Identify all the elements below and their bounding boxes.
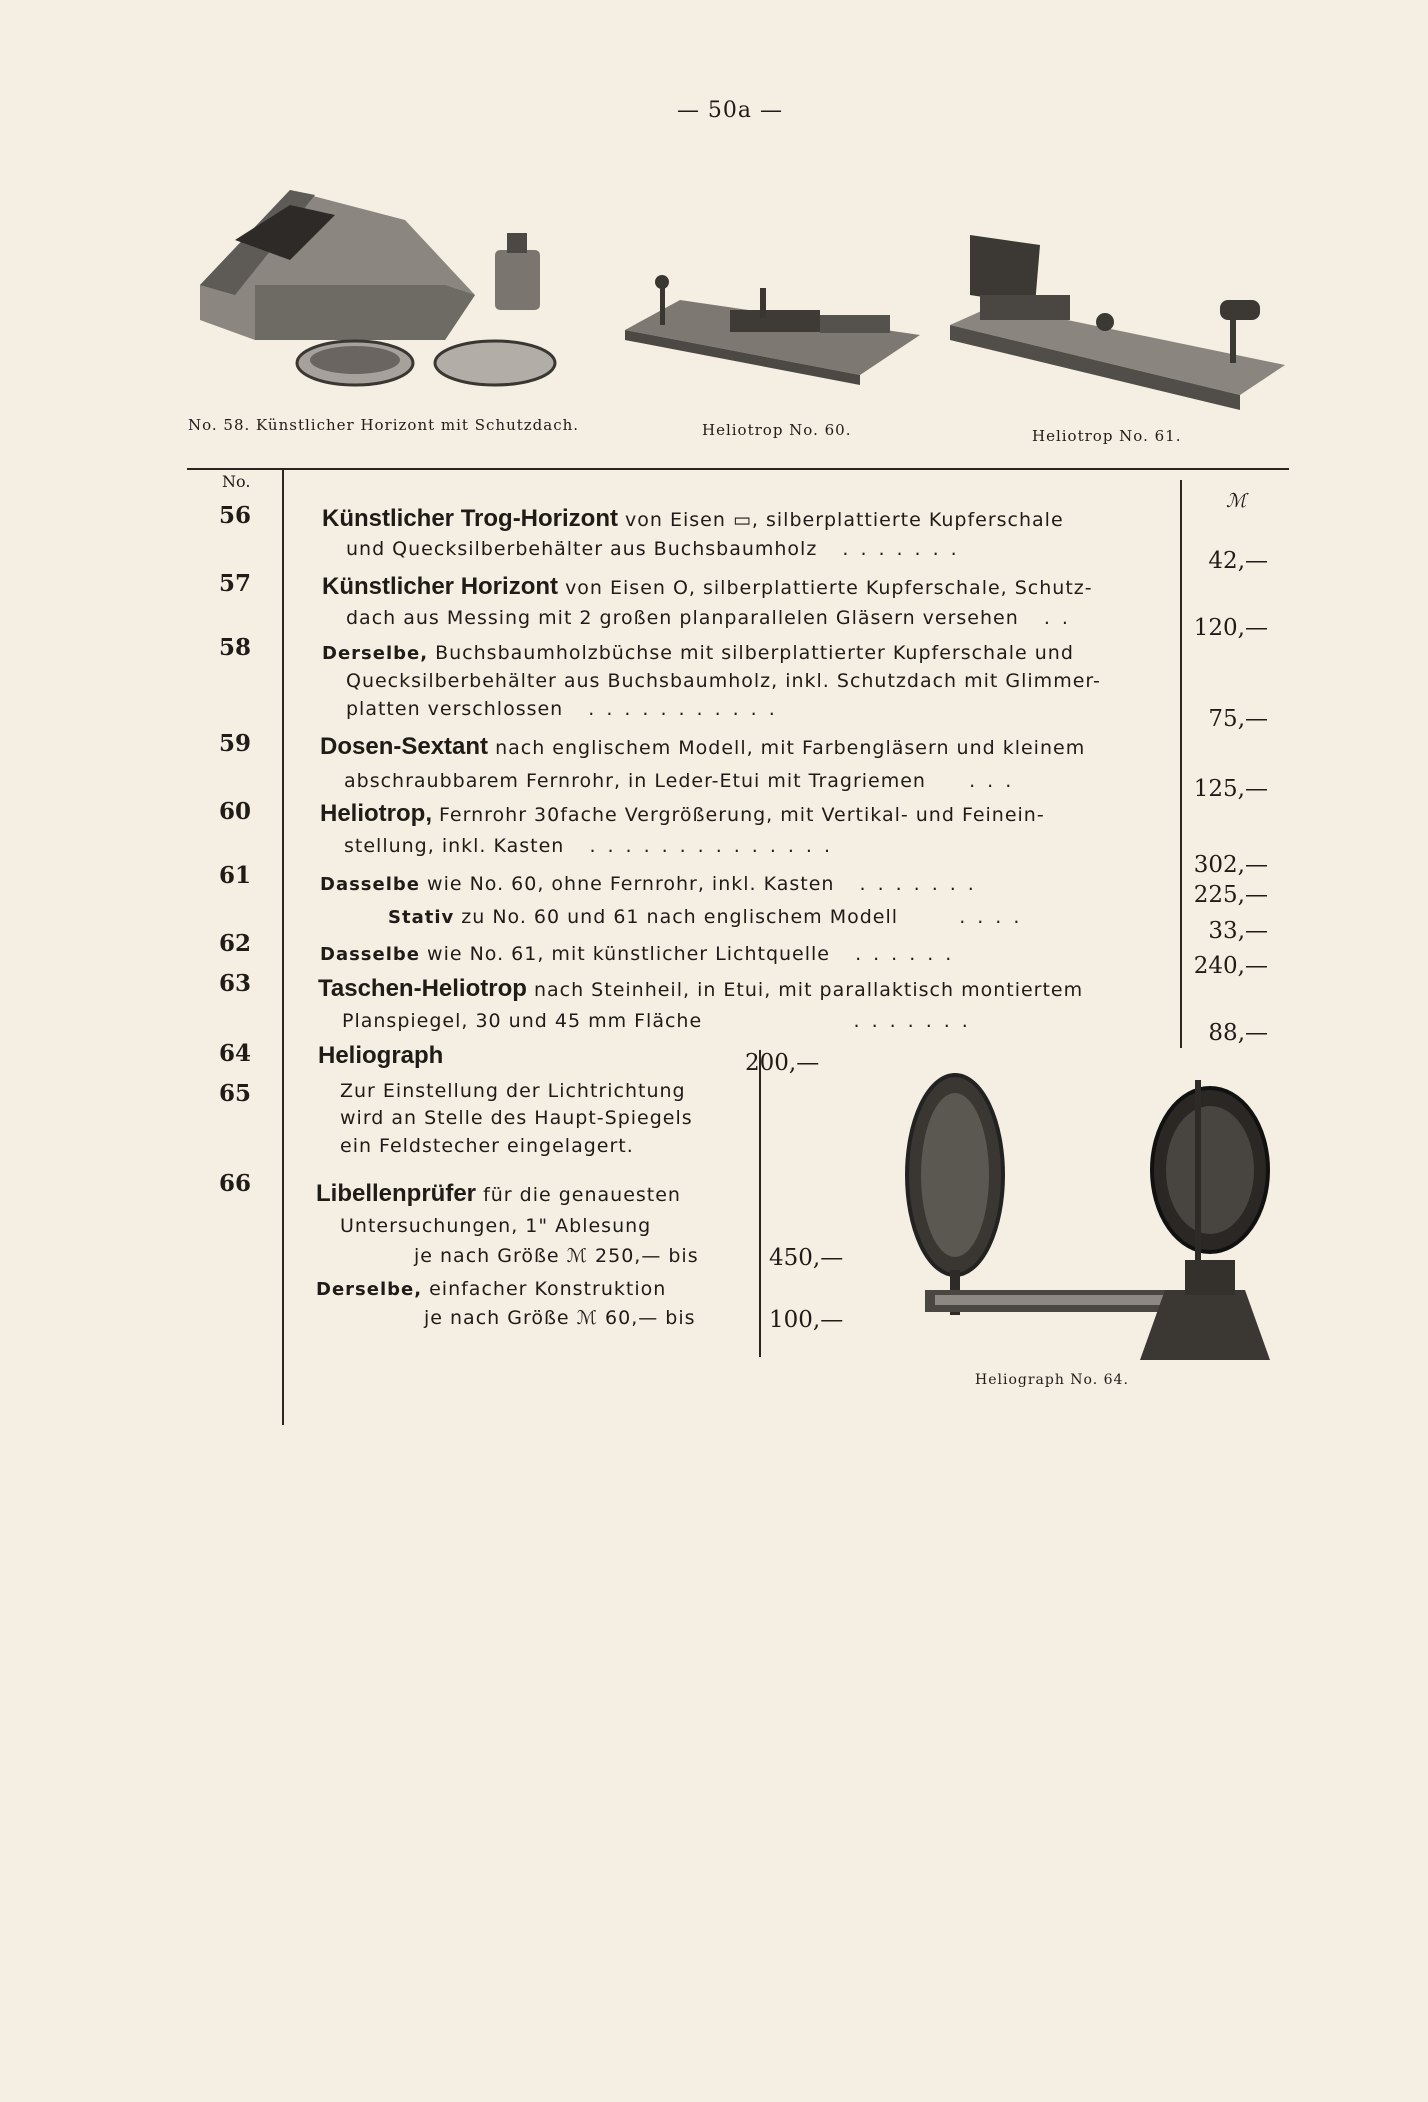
item-description: Planspiegel, 30 und 45 mm Fläche (342, 1010, 703, 1032)
item-description: von Eisen O, silberplattierte Kupferschale, Schutz- (565, 577, 1093, 599)
item-description: einfacher Konstruktion (429, 1278, 667, 1300)
item-title: Derselbe, (322, 643, 429, 664)
item-description: abschraubbarem Fernrohr, in Leder-Etui mit Tragriemen (344, 770, 926, 792)
heliograph-illustration (895, 1060, 1285, 1360)
item-59-line-1 (320, 733, 1085, 761)
item-price: 33,— (1208, 918, 1268, 944)
artificial-horizon-illustration (195, 185, 580, 400)
item-number: 64 (218, 1040, 251, 1067)
caption-heliotrop-60: Heliotrop No. 60. (702, 421, 852, 439)
item-number: 61 (218, 862, 251, 889)
heliotrop-61-illustration (950, 230, 1290, 410)
item-number: 59 (218, 730, 251, 757)
item-price: 120,— (1193, 615, 1268, 641)
caption-heliotrop-61: Heliotrop No. 61. (1032, 427, 1182, 445)
page-number: — 50a — (676, 98, 784, 123)
item-title: Künstlicher Trog-Horizont (322, 505, 618, 532)
item-66-line-3: je nach Größe ℳ 250,— bis (414, 1245, 699, 1267)
item-title: Derselbe, (316, 1279, 423, 1300)
item-63-line-2: Planspiegel, 30 und 45 mm Fläche ....... (342, 1010, 980, 1032)
item-66b-line-2: je nach Größe ℳ 60,— bis (424, 1307, 696, 1329)
item-58-line-3: platten verschlossen ........... (346, 698, 787, 720)
caption-heliograph-64: Heliograph No. 64. (975, 1372, 1129, 1388)
item-64-title: Heliograph (318, 1042, 444, 1069)
item-title: Dasselbe (320, 944, 420, 965)
item-price: 200,— (745, 1050, 820, 1076)
item-description: und Quecksilberbehälter aus Buchsbaumholz (346, 538, 818, 560)
item-59-line-2: abschraubbarem Fernrohr, in Leder-Etui mit Tragriemen ... (344, 770, 1024, 792)
item-number: 63 (218, 970, 251, 997)
item-price: 240,— (1193, 953, 1268, 979)
item-description: für die genauesten (483, 1184, 681, 1206)
item-60-line-1 (320, 800, 1045, 828)
column-header-currency: ℳ (1226, 490, 1247, 512)
item-number: 58 (218, 634, 251, 661)
item-description: nach Steinheil, in Etui, mit parallaktisch montiertem (533, 979, 1084, 1001)
item-description: platten verschlossen (346, 698, 564, 720)
item-description: Buchsbaumholzbüchse mit silberplattierter Kupferschale und (435, 642, 1074, 664)
item-66b-line-1 (316, 1278, 666, 1300)
item-price: 75,— (1208, 706, 1268, 732)
item-price: 125,— (1193, 776, 1268, 802)
item-57-line-1 (322, 573, 1093, 601)
item-62-line-1: Dasselbe wie No. 61, mit künstlicher Lichtquelle ...... (320, 943, 964, 965)
item-number: 65 (218, 1080, 251, 1107)
item-number: 62 (218, 930, 251, 957)
item-63-line-1 (318, 975, 1083, 1003)
item-description: nach englischem Modell, mit Farbengläsern und kleinem (495, 737, 1086, 759)
item-price: 42,— (1208, 548, 1268, 574)
item-65-line-1: Zur Einstellung der Lichtrichtung (340, 1080, 686, 1102)
item-66-line-2: Untersuchungen, 1" Ablesung (340, 1215, 652, 1237)
item-description: stellung, inkl. Kasten (344, 835, 565, 857)
item-description: von Eisen ▭, silberplattierte Kupferschale (625, 509, 1064, 531)
item-price: 100,— (769, 1307, 844, 1333)
item-56-line-1 (322, 505, 1064, 533)
item-65-line-3: ein Feldstecher eingelagert. (340, 1135, 634, 1157)
item-description: Quecksilberbehälter aus Buchsbaumholz, inkl. Schutzdach mit Glimmer- (346, 670, 1101, 692)
item-title: Taschen-Heliotrop (318, 975, 527, 1002)
item-60-line-2: stellung, inkl. Kasten .............. (344, 835, 842, 857)
item-price: 450,— (769, 1245, 844, 1271)
inner-price-divider (759, 1050, 761, 1357)
item-58-line-2 (346, 670, 1101, 692)
item-61-line-1: Dasselbe wie No. 60, ohne Fernrohr, inkl. Kasten ....... (320, 873, 986, 895)
item-56-line-2: und Quecksilberbehälter aus Buchsbaumholz ....... (346, 538, 969, 560)
item-title: Stativ (388, 907, 455, 928)
table-top-rule (187, 468, 1289, 470)
item-66-line-1 (316, 1180, 681, 1208)
item-description: wie No. 61, mit künstlicher Lichtquelle (427, 943, 830, 965)
item-title: Libellenprüfer (316, 1180, 477, 1207)
item-title: Dasselbe (320, 874, 420, 895)
heliotrop-60-illustration (620, 260, 925, 395)
item-title: Heliotrop, (320, 800, 432, 827)
item-number: 66 (218, 1170, 251, 1197)
item-number: 57 (218, 570, 251, 597)
caption-no-58: No. 58. Künstlicher Horizont mit Schutzdach. (188, 416, 580, 434)
item-description: Fernrohr 30fache Vergrößerung, mit Vertikal- und Feinein- (439, 804, 1045, 826)
item-price: 225,— (1193, 882, 1268, 908)
item-number: 60 (218, 798, 251, 825)
item-title: Dosen-Sextant (320, 733, 489, 760)
item-title: Künstlicher Horizont (322, 573, 559, 600)
item-58-line-1 (322, 642, 1074, 664)
item-description: dach aus Messing mit 2 großen planparallelen Gläsern versehen (346, 607, 1019, 629)
number-column-divider (282, 470, 284, 1425)
item-number: 56 (218, 502, 251, 529)
item-description: wie No. 60, ohne Fernrohr, inkl. Kasten (427, 873, 835, 895)
item-description: zu No. 60 und 61 nach englischem Modell (461, 906, 899, 928)
item-65-line-2: wird an Stelle des Haupt-Spiegels (340, 1107, 693, 1129)
item-57-line-2: dach aus Messing mit 2 großen planparallelen Gläsern versehen .. (346, 607, 1080, 629)
item-price: 88,— (1208, 1020, 1268, 1046)
item-price: 302,— (1193, 852, 1268, 878)
stativ-line: Stativ zu No. 60 und 61 nach englischem Modell .... (388, 906, 1032, 928)
column-header-no: No. (222, 472, 251, 491)
